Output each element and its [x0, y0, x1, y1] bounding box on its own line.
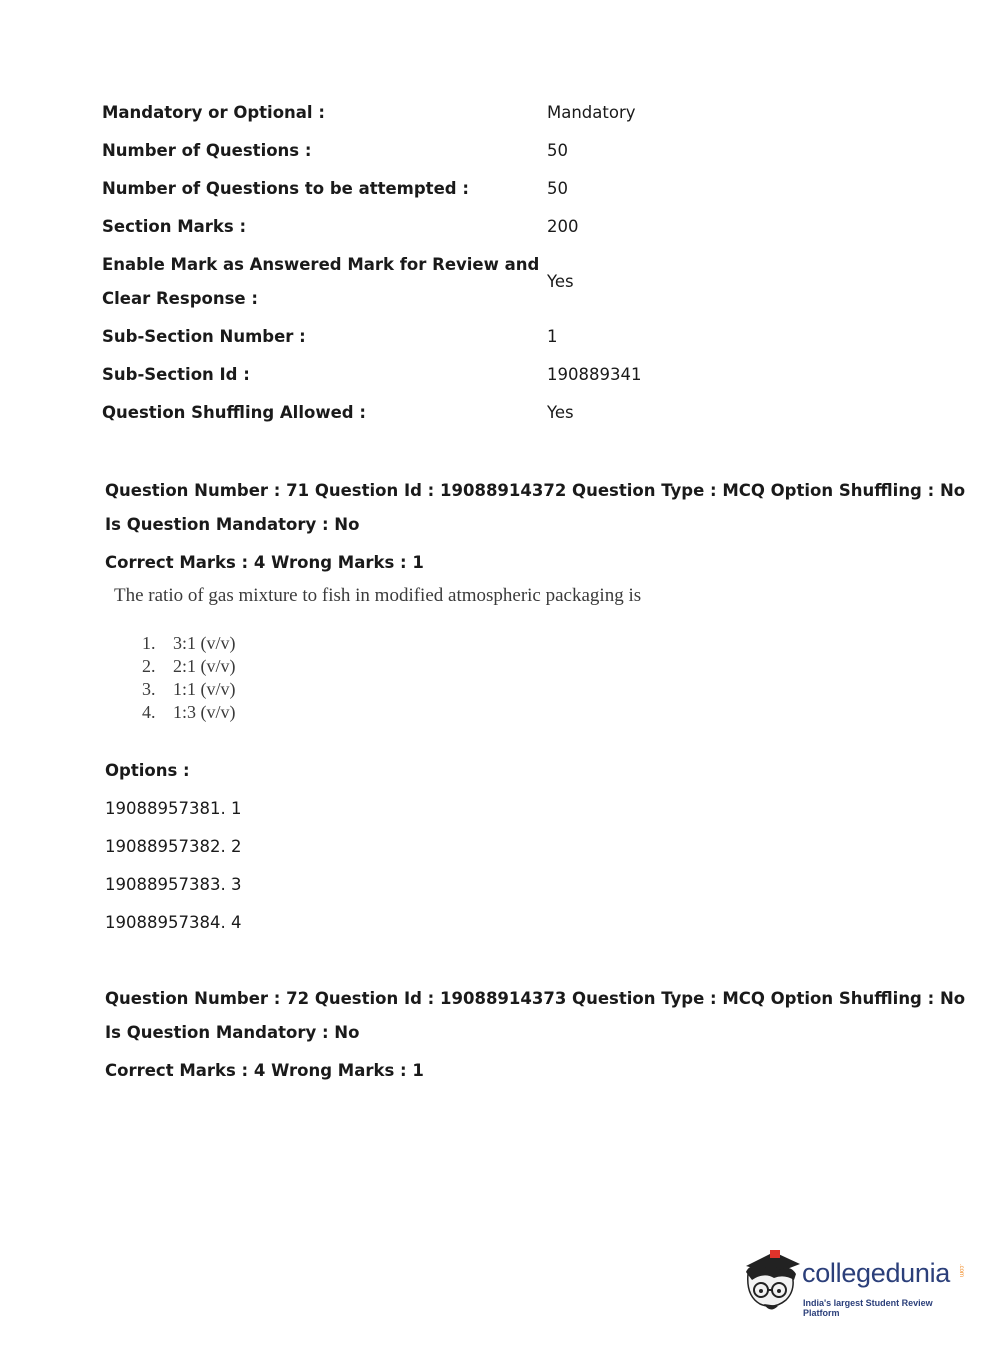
- meta-row-subsection-id: [102, 356, 922, 394]
- meta-label: Number of Questions :: [102, 141, 312, 160]
- meta-label: Sub-Section Id :: [102, 365, 250, 384]
- meta-row-mandatory: [102, 94, 922, 132]
- choice-number: 3.: [142, 679, 156, 699]
- choice-text: 2:1 (v/v): [173, 656, 236, 676]
- meta-label: Sub-Section Number :: [102, 327, 306, 346]
- choice-number: 4.: [142, 702, 156, 722]
- meta-row-enable-mark: [102, 246, 922, 318]
- choice-text: 3:1 (v/v): [173, 633, 236, 653]
- meta-label-line: Clear Response :: [102, 289, 258, 308]
- meta-value: 1: [547, 327, 558, 346]
- meta-label: Question Shuffling Allowed :: [102, 403, 366, 422]
- logo-suffix: .com: [958, 1264, 964, 1278]
- question-marks: Correct Marks : 4 Wrong Marks : 1: [105, 553, 424, 572]
- section-meta-table: [102, 94, 922, 432]
- choice-item: [142, 678, 925, 701]
- meta-value: 50: [547, 141, 568, 160]
- question-choices: [142, 632, 925, 724]
- question-72: [105, 982, 966, 1088]
- question-text: The ratio of gas mixture to fish in modified atmospheric packaging is: [114, 585, 642, 606]
- choice-number: 1.: [142, 633, 156, 653]
- options-label: Options :: [105, 761, 190, 780]
- meta-value: 50: [547, 179, 568, 198]
- choice-item: [142, 655, 925, 678]
- meta-row-section-marks: [102, 208, 922, 246]
- meta-row-num-questions: [102, 132, 922, 170]
- question-71: [105, 474, 966, 940]
- choice-item: [142, 701, 925, 724]
- meta-label: Mandatory or Optional :: [102, 103, 325, 122]
- meta-label: Number of Questions to be attempted :: [102, 179, 469, 198]
- meta-label: Section Marks :: [102, 217, 247, 236]
- question-marks: Correct Marks : 4 Wrong Marks : 1: [105, 1061, 424, 1080]
- meta-row-num-attempted: [102, 170, 922, 208]
- meta-value: 200: [547, 217, 579, 236]
- meta-value: Yes: [547, 272, 574, 291]
- option-item: 19088957381. 1: [105, 799, 242, 818]
- question-header: Question Number : 71 Question Id : 19088914372 Question Type : MCQ Option Shuffling : No: [105, 481, 966, 500]
- choice-number: 2.: [142, 656, 156, 676]
- meta-row-shuffling: [102, 394, 922, 432]
- meta-value: 190889341: [547, 365, 642, 384]
- option-item: 19088957384. 4: [105, 913, 242, 932]
- option-item: 19088957383. 3: [105, 875, 242, 894]
- meta-value: Yes: [547, 403, 574, 422]
- choice-text: 1:3 (v/v): [173, 702, 236, 722]
- meta-value: Mandatory: [547, 103, 636, 122]
- question-header: Question Number : 72 Question Id : 19088914373 Question Type : MCQ Option Shuffling : No: [105, 989, 966, 1008]
- question-mandatory: Is Question Mandatory : No: [105, 515, 360, 534]
- collegedunia-logo: [740, 1248, 970, 1318]
- choice-text: 1:1 (v/v): [173, 679, 236, 699]
- choice-item: [142, 632, 925, 655]
- mascot-icon: [740, 1248, 802, 1318]
- meta-label: [102, 248, 547, 316]
- meta-row-subsection-number: [102, 318, 922, 356]
- logo-wordmark: collegedunia: [802, 1258, 951, 1288]
- option-item: 19088957382. 2: [105, 837, 242, 856]
- meta-label-line: Enable Mark as Answered Mark for Review and: [102, 255, 540, 274]
- logo-tagline: India's largest Student Review Platform: [803, 1298, 933, 1318]
- question-mandatory: Is Question Mandatory : No: [105, 1023, 360, 1042]
